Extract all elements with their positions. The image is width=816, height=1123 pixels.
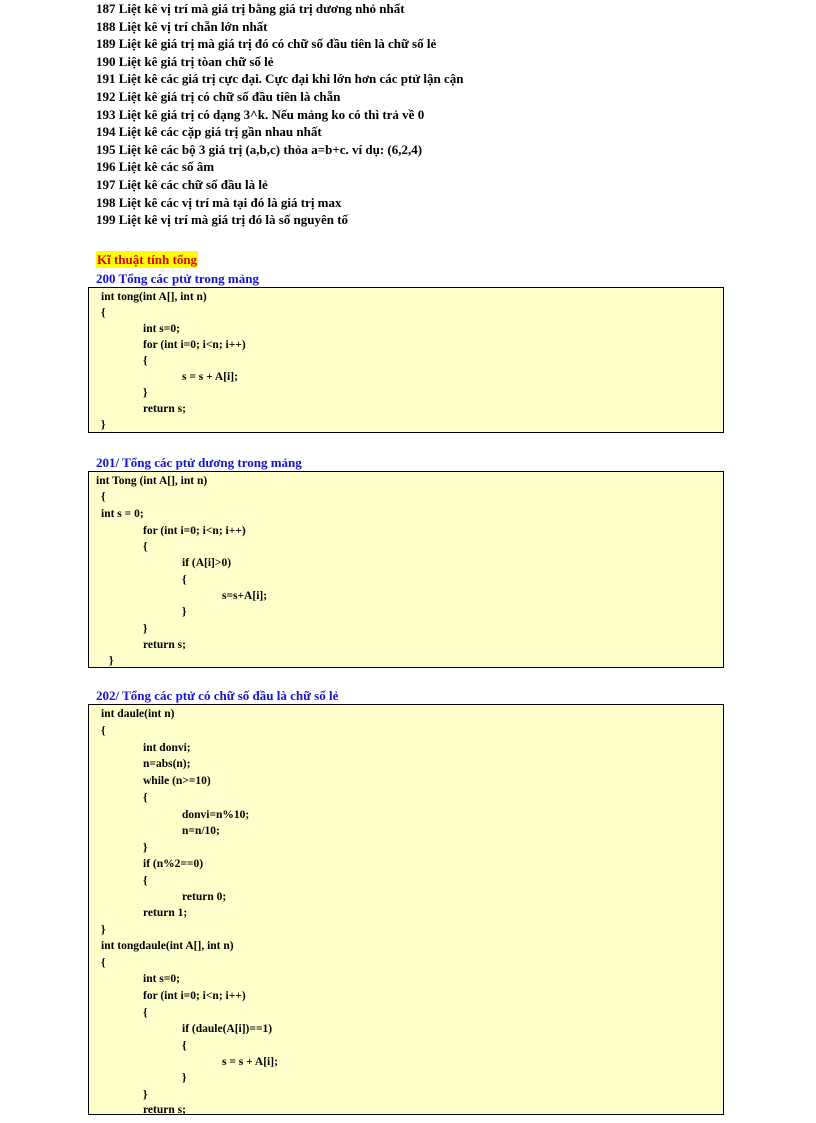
code-line: s=s+A[i]; [222, 590, 268, 602]
code-line: } [182, 1072, 187, 1084]
code-line: for (int i=0; i<n; i++) [143, 339, 246, 351]
code-line: s = s + A[i]; [222, 1056, 278, 1068]
list-item: 193 Liệt kê giá trị có dạng 3^k. Nếu mảng ko có thì trả về 0 [96, 106, 425, 122]
code-line: { [143, 1007, 148, 1019]
code-line: { [143, 541, 148, 553]
code-line: } [143, 1089, 148, 1101]
code-line: } [101, 419, 106, 431]
list-item: 191 Liệt kê các giá trị cực đại. Cực đại khi lớn hơn các ptử lận cận [96, 71, 464, 87]
code-line: int s=0; [143, 323, 180, 335]
code-line: int Tong (int A[], int n) [96, 475, 208, 487]
code-line: { [143, 355, 148, 367]
section-heading: Kĩ thuật tính tổng [97, 252, 198, 267]
code-line: } [143, 387, 148, 399]
code-line: n=n/10; [182, 825, 220, 837]
code-box-200 [88, 287, 724, 433]
code-line: } [143, 623, 148, 635]
code-line: int s = 0; [101, 508, 144, 520]
code-line: for (int i=0; i<n; i++) [143, 990, 246, 1002]
list-item: 197 Liệt kê các chữ số đầu là lẻ [96, 176, 268, 192]
code-line: if (daule(A[i])==1) [182, 1023, 273, 1035]
code-title-201: 201/ Tổng các ptử dương trong mảng [96, 455, 302, 470]
code-line: } [109, 655, 114, 667]
code-line: if (A[i]>0) [182, 557, 232, 569]
code-line: return 1; [143, 907, 188, 919]
code-line: { [143, 792, 148, 804]
list-item: 192 Liệt kê giá trị có chữ số đầu tiên là chẵn [96, 88, 341, 104]
code-title-202: 202/ Tổng các ptử có chữ số đầu là chữ số lẻ [96, 688, 339, 703]
code-line: return s; [143, 1104, 186, 1115]
list-item: 196 Liệt kê các số âm [96, 159, 215, 175]
exercise-list [96, 0, 464, 229]
code-line: { [101, 957, 106, 969]
code-line: { [101, 491, 106, 503]
list-item: 194 Liệt kê các cặp giá trị gần nhau nhất [96, 124, 322, 140]
code-box-202 [88, 704, 724, 1115]
code-line: int tong(int A[], int n) [101, 291, 207, 303]
code-line: { [143, 875, 148, 887]
code-line: return 0; [182, 891, 227, 903]
code-line: donvi=n%10; [182, 809, 250, 821]
code-line: } [182, 606, 187, 618]
code-line: } [101, 924, 106, 936]
code-line: while (n>=10) [143, 775, 211, 787]
code-line: return s; [143, 639, 186, 651]
code-line: n=abs(n); [143, 758, 191, 770]
code-line: { [101, 725, 106, 737]
list-item: 188 Liệt kê vị trí chẵn lớn nhất [96, 18, 268, 34]
code-line: int donvi; [143, 742, 191, 754]
code-line: if (n%2==0) [143, 858, 204, 870]
list-item: 187 Liệt kê vị trí mà giá trị bằng giá trị dương nhỏ nhất [96, 1, 405, 16]
code-line: int daule(int n) [101, 708, 175, 720]
code-line: s = s + A[i]; [182, 371, 238, 383]
code-line: for (int i=0; i<n; i++) [143, 525, 246, 537]
list-item: 198 Liệt kê các vị trí mà tại đó là giá trị max [96, 194, 342, 210]
code-line: { [182, 574, 187, 586]
code-line: { [101, 307, 106, 319]
list-item: 190 Liệt kê giá trị tòan chữ số lẻ [96, 53, 274, 69]
code-line: int tongdaule(int A[], int n) [101, 940, 234, 952]
code-line: } [143, 842, 148, 854]
list-item: 195 Liệt kê các bộ 3 giá trị (a,b,c) thỏa a=b+c. ví dụ: (6,2,4) [96, 141, 423, 157]
list-item: 199 Liệt kê vị trí mà giá trị đó là số nguyên tố [96, 212, 349, 228]
code-line: { [182, 1040, 187, 1052]
code-box-201 [88, 471, 724, 668]
list-item: 189 Liệt kê giá trị mà giá trị đó có chữ số đầu tiên là chữ số lẻ [96, 36, 437, 52]
code-title-200: 200 Tổng các ptử trong mảng [96, 271, 259, 286]
code-line: return s; [143, 403, 186, 415]
code-line: int s=0; [143, 973, 180, 985]
